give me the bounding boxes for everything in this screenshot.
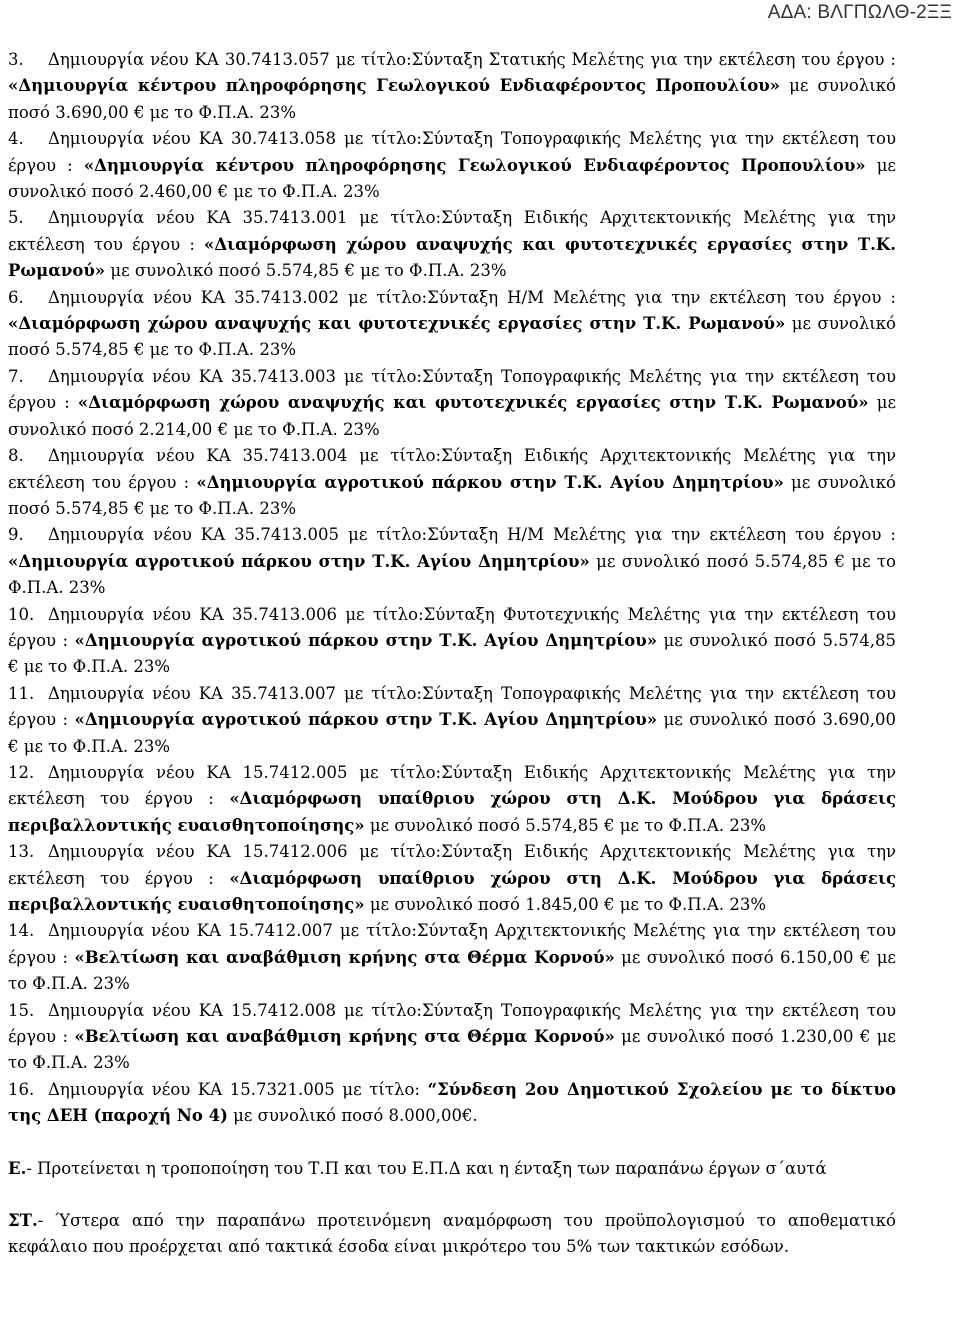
item-number: 15.	[8, 1000, 35, 1020]
item-project-title: «Διαμόρφωση χώρου αναψυχής και φυτοτεχνικές εργασίες στην Τ.Κ. Ρωμανού»	[77, 393, 869, 413]
item-text: Δημιουργία νέου ΚΑ 35.7413.005 με τίτλο:Σύνταξη Η/Μ Μελέτης για την εκτέλεση του έργου :	[48, 525, 896, 545]
item-text: Δημιουργία νέου ΚΑ 35.7413.002 με τίτλο:Σύνταξη Η/Μ Μελέτης για την εκτέλεση του έργου :	[48, 287, 896, 307]
item-amount: με συνολικό ποσό 8.000,00€.	[227, 1106, 478, 1126]
item-project-title: «Δημιουργία αγροτικού πάρκου στην Τ.Κ. Αγίου Δημητρίου»	[8, 551, 590, 571]
item-amount: με συνολικό ποσό 5.574,85 € με το Φ.Π.Α. 23%	[8, 314, 896, 360]
item-amount: με συνολικό ποσό 5.574,85 € με το Φ.Π.Α. 23%	[364, 815, 767, 835]
item-text: Δημιουργία νέου ΚΑ 30.7413.058 με τίτλο:Σύνταξη Τοπογραφικής Μελέτης για την εκτέλεση του έργου :	[8, 129, 896, 175]
item-text: Δημιουργία νέου ΚΑ 15.7412.006 με τίτλο:Σύνταξη Ειδικής Αρχιτεκτονικής Μελέτης για την εκτέλεση του έργου :	[8, 842, 896, 888]
list-item	[8, 205, 896, 284]
item-text: Δημιουργία νέου ΚΑ 15.7321.005 με τίτλο:	[48, 1079, 428, 1099]
section-st	[8, 1208, 896, 1261]
item-project-title: «Βελτίωση και αναβάθμιση κρήνης στα Θέρμα Κορνού»	[74, 1027, 615, 1047]
item-amount: με συνολικό ποσό 2.214,00 € με το Φ.Π.Α. 23%	[8, 393, 896, 439]
list-item	[8, 522, 896, 601]
list-item	[8, 681, 896, 760]
spacer	[8, 1130, 896, 1156]
item-project-title: “Σύνδεση 2ου Δημοτικού Σχολείου με το δίκτυο της ΔΕΗ (παροχή Νο 4)	[8, 1079, 896, 1126]
item-project-title: «Δημιουργία κέντρου πληροφόρησης Γεωλογικού Ενδιαφέροντος Προπουλίου»	[8, 76, 780, 96]
spacer	[8, 1182, 896, 1208]
item-project-title: «Διαμόρφωση χώρου αναψυχής και φυτοτεχνικές εργασίες στην Τ.Κ. Ρωμανού»	[8, 314, 786, 334]
section-st-text: - Ύστερα από την παραπάνω προτεινόμενη αναμόρφωση του προϋπολογισμού το αποθεματικό κεφάλαιο που προέρχεται από τακτικά έσοδα είναι μικρότερο του 5% των τακτικών εσόδων.	[8, 1211, 896, 1257]
item-amount: με συνολικό ποσό 2.460,00 € με το Φ.Π.Α. 23%	[8, 155, 896, 202]
item-text: Δημιουργία νέου ΚΑ 35.7413.004 με τίτλο:Σύνταξη Ειδικής Αρχιτεκτονικής Μελέτης για την εκτέλεση του έργου :	[8, 446, 896, 492]
item-text: Δημιουργία νέου ΚΑ 15.7412.008 με τίτλο:Σύνταξη Τοπογραφικής Μελέτης για την εκτέλεση του έργου :	[8, 1000, 896, 1047]
list-item	[8, 126, 896, 205]
item-amount: με συνολικό ποσό 5.574,85 € με το Φ.Π.Α. 23%	[105, 261, 507, 281]
section-e	[8, 1156, 896, 1182]
item-amount: με συνολικό ποσό 5.574,85 € με το Φ.Π.Α. 23%	[8, 472, 896, 518]
item-number: 12.	[8, 762, 35, 782]
list-item	[8, 998, 896, 1077]
item-project-title: «Δημιουργία αγροτικού πάρκου στην Τ.Κ. Αγίου Δημητρίου»	[74, 630, 658, 650]
list-item	[8, 602, 896, 681]
item-number: 5.	[8, 208, 24, 228]
list-item	[8, 1077, 896, 1130]
list-item	[8, 839, 896, 918]
item-text: Δημιουργία νέου ΚΑ 15.7412.007 με τίτλο:Σύνταξη Αρχιτεκτονικής Μελέτης για την εκτέλεση του έργου :	[8, 921, 896, 967]
item-number: 14.	[8, 921, 35, 941]
item-amount: με συνολικό ποσό 1.230,00 € με το Φ.Π.Α. 23%	[8, 1027, 896, 1073]
item-number: 3.	[8, 50, 24, 69]
item-project-title: «Διαμόρφωση υπαίθριου χώρου στη Δ.Κ. Μούδρου για δράσεις περιβαλλοντικής ευαισθητοποίησης»	[8, 789, 896, 835]
section-st-label: ΣΤ.	[8, 1211, 38, 1231]
item-project-title: «Βελτίωση και αναβάθμιση κρήνης στα Θέρμα Κορνού»	[74, 947, 615, 967]
item-number: 8.	[8, 446, 24, 466]
list-item	[8, 285, 896, 364]
item-amount: με συνολικό ποσό 5.574,85 € με το Φ.Π.Α. 23%	[8, 551, 896, 598]
item-project-title: «Διαμόρφωση υπαίθριου χώρου στη Δ.Κ. Μούδρου για δράσεις περιβαλλοντικής ευαισθητοποίησης»	[8, 868, 896, 914]
list-item	[8, 443, 896, 522]
item-number: 6.	[8, 287, 24, 307]
item-project-title: «Δημιουργία αγροτικού πάρκου στην Τ.Κ. Αγίου Δημητρίου»	[74, 710, 658, 730]
item-text: Δημιουργία νέου ΚΑ 15.7412.005 με τίτλο:Σύνταξη Ειδικής Αρχιτεκτονικής Μελέτης για την εκτέλεση του έργου :	[8, 762, 896, 809]
item-text: Δημιουργία νέου ΚΑ 35.7413.007 με τίτλο:Σύνταξη Τοπογραφικής Μελέτης για την εκτέλεση του έργου :	[8, 683, 896, 730]
item-text: Δημιουργία νέου ΚΑ 35.7413.001 με τίτλο:Σύνταξη Ειδικής Αρχιτεκτονικής Μελέτης για την εκτέλεση του έργου :	[8, 208, 896, 254]
item-project-title: «Διαμόρφωση χώρου αναψυχής και φυτοτεχνικές εργασίες στην Τ.Κ. Ρωμανού»	[8, 234, 896, 281]
list-item	[8, 760, 896, 839]
item-number: 9.	[8, 525, 24, 545]
item-project-title: «Δημιουργία αγροτικού πάρκου στην Τ.Κ. Αγίου Δημητρίου»	[196, 472, 784, 492]
item-number: 11.	[8, 683, 35, 703]
item-number: 4.	[8, 129, 24, 149]
item-number: 13.	[8, 842, 35, 862]
item-amount: με συνολικό ποσό 3.690,00 € με το Φ.Π.Α. 23%	[8, 76, 896, 122]
item-text: Δημιουργία νέου ΚΑ 35.7413.003 με τίτλο:Σύνταξη Τοπογραφικής Μελέτης για την εκτέλεση του έργου :	[8, 366, 896, 413]
item-list	[8, 47, 896, 1130]
document-body	[8, 47, 896, 1261]
item-text: Δημιουργία νέου ΚΑ 35.7413.006 με τίτλο:Σύνταξη Φυτοτεχνικής Μελέτης για την εκτέλεση του έργου :	[8, 604, 896, 650]
item-amount: με συνολικό ποσό 6.150,00 € με το Φ.Π.Α. 23%	[8, 947, 896, 994]
document-code: ΑΔΑ: ΒΛΓΠΩΛΘ-2ΞΞ	[767, 2, 952, 23]
list-item	[8, 47, 896, 126]
list-item	[8, 364, 896, 443]
item-amount: με συνολικό ποσό 3.690,00 € με το Φ.Π.Α. 23%	[8, 710, 896, 756]
item-amount: με συνολικό ποσό 5.574,85 € με το Φ.Π.Α. 23%	[8, 630, 896, 677]
list-item	[8, 918, 896, 997]
section-e-text: - Προτείνεται η τροποποίηση του Τ.Π και του Ε.Π.Δ και η ένταξη των παραπάνω έργων σ΄αυτά	[26, 1158, 827, 1178]
section-e-label: Ε.	[8, 1158, 27, 1178]
item-number: 16.	[8, 1079, 35, 1099]
item-number: 7.	[8, 366, 24, 386]
item-text: Δημιουργία νέου ΚΑ 30.7413.057 με τίτλο:Σύνταξη Στατικής Μελέτης για την εκτέλεση του έργου :	[48, 50, 896, 69]
item-number: 10.	[8, 604, 35, 624]
item-project-title: «Δημιουργία κέντρου πληροφόρησης Γεωλογικού Ενδιαφέροντος Προπουλίου»	[83, 155, 866, 175]
item-amount: με συνολικό ποσό 1.845,00 € με το Φ.Π.Α. 23%	[364, 895, 767, 914]
